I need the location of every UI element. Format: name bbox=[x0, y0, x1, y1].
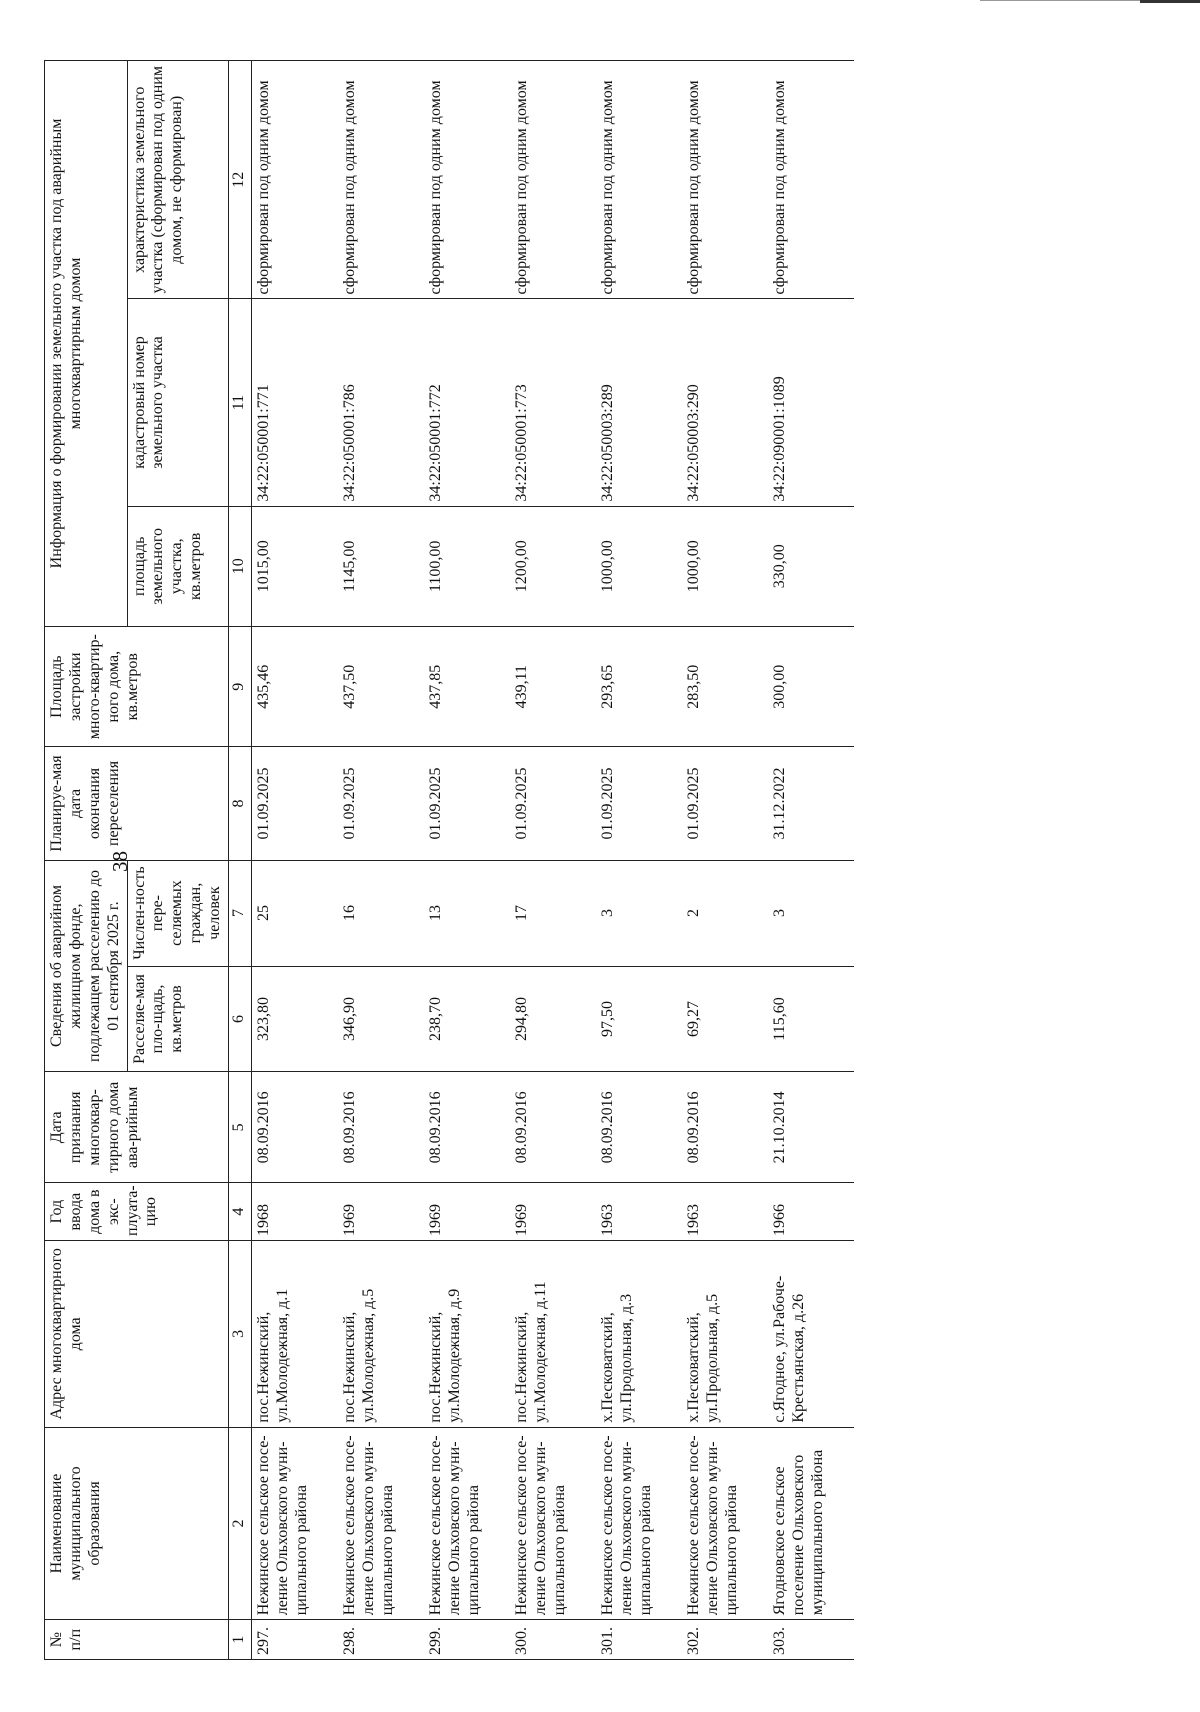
row-address: х.Песковатский, ул.Продольная, д.3 bbox=[596, 1241, 682, 1428]
row-no: 301. bbox=[596, 1620, 682, 1660]
row-area: 97,50 bbox=[596, 966, 682, 1072]
col-header-people: Числен-ность пере-селяемых граждан, человек bbox=[127, 860, 228, 966]
table-row bbox=[682, 61, 768, 1660]
table-row bbox=[424, 61, 510, 1660]
row-area: 238,70 bbox=[424, 966, 510, 1072]
row-characteristic: сформирован под одним домом bbox=[424, 61, 510, 299]
row-planned-date: 01.09.2025 bbox=[338, 747, 424, 860]
row-land-area: 1200,00 bbox=[510, 506, 596, 626]
row-recognition-date: 08.09.2016 bbox=[424, 1072, 510, 1183]
row-land-area: 330,00 bbox=[768, 506, 854, 626]
row-planned-date: 01.09.2025 bbox=[596, 747, 682, 860]
row-planned-date: 01.09.2025 bbox=[510, 747, 596, 860]
row-cadastral: 34:22:050001:773 bbox=[510, 299, 596, 506]
row-recognition-date: 08.09.2016 bbox=[596, 1072, 682, 1183]
row-people: 17 bbox=[510, 860, 596, 966]
row-people: 2 bbox=[682, 860, 768, 966]
row-no: 303. bbox=[768, 1620, 854, 1660]
row-recognition-date: 08.09.2016 bbox=[251, 1072, 338, 1183]
row-land-area: 1000,00 bbox=[682, 506, 768, 626]
row-recognition-date: 08.09.2016 bbox=[682, 1072, 768, 1183]
row-municipality: Нежинское сельское посе-ление Ольховского муни-ципального района bbox=[510, 1427, 596, 1620]
column-number-row bbox=[228, 61, 251, 1660]
col-header-no: № п/п bbox=[45, 1620, 229, 1660]
column-number: 8 bbox=[228, 747, 251, 860]
page-number: 38 bbox=[108, 851, 132, 872]
row-built-area: 293,65 bbox=[596, 626, 682, 746]
group-header-land: Информация о формировании земельного участка под аварийным многоквартирным домом bbox=[45, 61, 128, 627]
row-recognition-date: 21.10.2014 bbox=[768, 1072, 854, 1183]
col-header-built-area: Площадь застройки много-квартир-ного дома, кв.метров bbox=[45, 626, 229, 746]
table-row bbox=[768, 61, 854, 1660]
column-number: 6 bbox=[228, 966, 251, 1072]
housing-table bbox=[44, 60, 854, 1660]
column-number: 3 bbox=[228, 1241, 251, 1428]
row-no: 300. bbox=[510, 1620, 596, 1660]
col-header-characteristic: характеристика земельного участка (сформирован под одним домом, не сформирован) bbox=[127, 61, 228, 299]
table-row bbox=[338, 61, 424, 1660]
row-planned-date: 01.09.2025 bbox=[682, 747, 768, 860]
row-year: 1969 bbox=[510, 1183, 596, 1241]
row-area: 69,27 bbox=[682, 966, 768, 1072]
col-header-recognition-date: Дата признания многоквар-тирного дома ава-рийным bbox=[45, 1072, 229, 1183]
row-area: 346,90 bbox=[338, 966, 424, 1072]
row-year: 1969 bbox=[338, 1183, 424, 1241]
column-number: 12 bbox=[228, 61, 251, 299]
row-no: 302. bbox=[682, 1620, 768, 1660]
row-characteristic: сформирован под одним домом bbox=[251, 61, 338, 299]
row-municipality: Нежинское сельское посе-ление Ольховского муни-ципального района bbox=[682, 1427, 768, 1620]
row-address: пос.Нежинский, ул.Молодежная, д.5 bbox=[338, 1241, 424, 1428]
row-cadastral: 34:22:050001:771 bbox=[251, 299, 338, 506]
row-cadastral: 34:22:050001:786 bbox=[338, 299, 424, 506]
row-address: пос.Нежинский, ул.Молодежная, д.1 bbox=[251, 1241, 338, 1428]
col-header-cadastral: кадастровый номер земельного участка bbox=[127, 299, 228, 506]
row-built-area: 283,50 bbox=[682, 626, 768, 746]
table-row bbox=[510, 61, 596, 1660]
table-row bbox=[596, 61, 682, 1660]
row-planned-date: 01.09.2025 bbox=[251, 747, 338, 860]
row-no: 298. bbox=[338, 1620, 424, 1660]
row-municipality: Нежинское сельское посе-ление Ольховского муни-ципального района bbox=[596, 1427, 682, 1620]
table-row bbox=[251, 61, 338, 1660]
row-year: 1963 bbox=[682, 1183, 768, 1241]
column-number: 5 bbox=[228, 1072, 251, 1183]
col-header-municipality: Наименование муниципального образования bbox=[45, 1427, 229, 1620]
row-year: 1966 bbox=[768, 1183, 854, 1241]
row-recognition-date: 08.09.2016 bbox=[510, 1072, 596, 1183]
row-address: пос.Нежинский, ул.Молодежная, д.9 bbox=[424, 1241, 510, 1428]
column-number: 11 bbox=[228, 299, 251, 506]
row-characteristic: сформирован под одним домом bbox=[682, 61, 768, 299]
row-municipality: Нежинское сельское посе-ление Ольховского муни-ципального района bbox=[251, 1427, 338, 1620]
row-built-area: 300,00 bbox=[768, 626, 854, 746]
row-no: 297. bbox=[251, 1620, 338, 1660]
row-built-area: 435,46 bbox=[251, 626, 338, 746]
row-year: 1963 bbox=[596, 1183, 682, 1241]
row-planned-date: 31.12.2022 bbox=[768, 747, 854, 860]
row-recognition-date: 08.09.2016 bbox=[338, 1072, 424, 1183]
group-header-fund: Сведения об аварийном жилищном фонде, подлежащем расселению до 01 сентября 2025 г. bbox=[45, 860, 128, 1072]
row-land-area: 1100,00 bbox=[424, 506, 510, 626]
col-header-address: Адрес многоквартирного дома bbox=[45, 1241, 229, 1428]
row-land-area: 1000,00 bbox=[596, 506, 682, 626]
row-municipality: Нежинское сельское посе-ление Ольховского муни-ципального района bbox=[424, 1427, 510, 1620]
row-planned-date: 01.09.2025 bbox=[424, 747, 510, 860]
row-characteristic: сформирован под одним домом bbox=[338, 61, 424, 299]
column-number: 10 bbox=[228, 506, 251, 626]
column-number: 7 bbox=[228, 860, 251, 966]
column-number: 9 bbox=[228, 626, 251, 746]
row-characteristic: сформирован под одним домом bbox=[510, 61, 596, 299]
row-area: 115,60 bbox=[768, 966, 854, 1072]
row-address: с.Ягодное, ул.Рабоче-Крестьянская, д.26 bbox=[768, 1241, 854, 1428]
row-area: 294,80 bbox=[510, 966, 596, 1072]
row-land-area: 1145,00 bbox=[338, 506, 424, 626]
col-header-planned-date: Планируе-мая дата окончания переселения bbox=[45, 747, 229, 860]
row-people: 25 bbox=[251, 860, 338, 966]
row-people: 3 bbox=[768, 860, 854, 966]
row-characteristic: сформирован под одним домом bbox=[596, 61, 682, 299]
row-built-area: 439,11 bbox=[510, 626, 596, 746]
col-header-year: Год ввода дома в экс-плуата-цию bbox=[45, 1183, 229, 1241]
row-cadastral: 34:22:050001:772 bbox=[424, 299, 510, 506]
row-no: 299. bbox=[424, 1620, 510, 1660]
row-land-area: 1015,00 bbox=[251, 506, 338, 626]
column-number: 1 bbox=[228, 1620, 251, 1660]
row-municipality: Ягодновское сельское поселение Ольховского муниципального района bbox=[768, 1427, 854, 1620]
row-year: 1968 bbox=[251, 1183, 338, 1241]
row-people: 13 bbox=[424, 860, 510, 966]
row-address: пос.Нежинский, ул.Молодежная, д.11 bbox=[510, 1241, 596, 1428]
row-municipality: Нежинское сельское посе-ление Ольховского муни-ципального района bbox=[338, 1427, 424, 1620]
row-built-area: 437,50 bbox=[338, 626, 424, 746]
col-header-area: Расселяе-мая пло-щадь, кв.метров bbox=[127, 966, 228, 1072]
header-row-1 bbox=[45, 61, 128, 1660]
row-year: 1969 bbox=[424, 1183, 510, 1241]
col-header-land-area: площадь земельного участка, кв.метров bbox=[127, 506, 228, 626]
row-people: 16 bbox=[338, 860, 424, 966]
row-address: х.Песковатский, ул.Продольная, д.5 bbox=[682, 1241, 768, 1428]
row-characteristic: сформирован под одним домом bbox=[768, 61, 854, 299]
row-area: 323,80 bbox=[251, 966, 338, 1072]
row-cadastral: 34:22:050003:290 bbox=[682, 299, 768, 506]
row-people: 3 bbox=[596, 860, 682, 966]
row-cadastral: 34:22:050003:289 bbox=[596, 299, 682, 506]
column-number: 4 bbox=[228, 1183, 251, 1241]
column-number: 2 bbox=[228, 1427, 251, 1620]
row-built-area: 437,85 bbox=[424, 626, 510, 746]
row-cadastral: 34:22:090001:1089 bbox=[768, 299, 854, 506]
